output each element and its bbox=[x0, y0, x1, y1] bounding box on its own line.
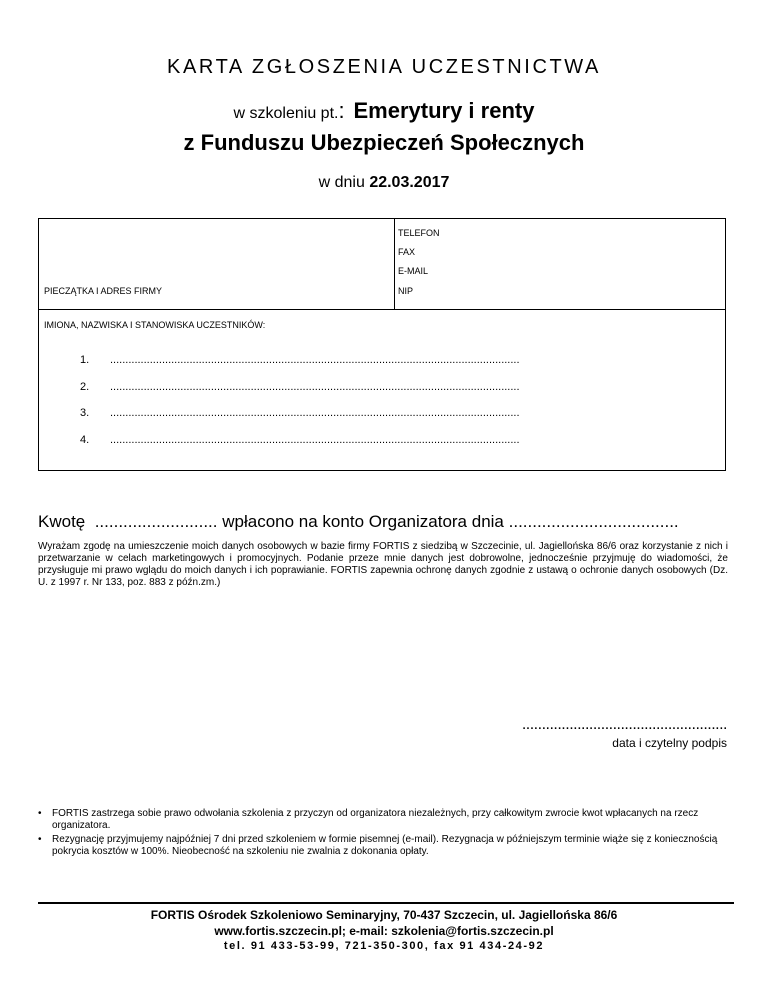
fax-field[interactable]: FAX bbox=[398, 247, 416, 257]
payment-label: Kwotę bbox=[38, 512, 86, 531]
date-prefix: w dniu bbox=[318, 174, 365, 191]
footer-web-email: www.fortis.szczecin.pl; e-mail: szkolenia@fortis.szczecin.pl bbox=[214, 924, 554, 938]
data-consent-text: Wyrażam zgodę na umieszczenie moich danych osobowych w bazie firmy FORTIS z siedzibą w Szczecinie, ul. Jagiellońska 86/6 oraz korzystanie z nich i przetwarzanie w celach marketingowych i promocyjnych. Podanie przeze mnie danych jest dobrowolne, jednocześnie przyjmuję do wiadomości, że przysługuje mi prawo wglądu do moich danych i ich poprawianie. FORTIS zapewnia ochronę danych zgodnie z ustawą o ochronie danych osobowych (Dz. U. z 1997 r. Nr 133, poz. 883 z późn.zm.) bbox=[38, 541, 728, 588]
form-divider-vertical bbox=[394, 218, 395, 310]
nip-field[interactable]: NIP bbox=[398, 286, 414, 296]
training-colon: : bbox=[338, 98, 345, 123]
bullet-icon: • bbox=[38, 834, 42, 845]
list-item bbox=[38, 834, 738, 858]
signature-field[interactable]: .................................................... bbox=[521, 716, 727, 733]
payment-middle-text: wpłacono na konto Organizatora dnia bbox=[222, 512, 504, 531]
bullet-icon: • bbox=[38, 808, 42, 819]
participant-1-field[interactable]: ...................................................................................................................................... bbox=[110, 354, 520, 366]
participant-2-field[interactable]: ...................................................................................................................................... bbox=[110, 381, 520, 393]
payment-amount-field[interactable]: .......................... bbox=[94, 512, 218, 531]
training-title-line1: Emerytury i renty bbox=[353, 98, 535, 123]
payment-line bbox=[38, 512, 679, 532]
email-field[interactable]: E-MAIL bbox=[398, 266, 429, 276]
footer-phones: tel. 91 433-53-99, 721-350-300, fax 91 434-24-92 bbox=[223, 940, 545, 952]
participant-number: 2. bbox=[80, 381, 90, 393]
training-title-line2: z Funduszu Ubezpieczeń Społecznych bbox=[183, 130, 585, 155]
footer-divider bbox=[38, 902, 734, 904]
participant-3-field[interactable]: ...................................................................................................................................... bbox=[110, 407, 520, 419]
participants-label: IMIONA, NAZWISKA I STANOWISKA UCZESTNIKÓW: bbox=[44, 320, 266, 330]
term-text: Rezygnację przyjmujemy najpóźniej 7 dni przed szkoleniem w formie pisemnej (e-mail). Rezygnacja w późniejszym terminie wiąże się z koniecznością pokrycia kosztów w 100%. Nieobecność na szkoleniu nie zwalnia z dokonania opłaty. bbox=[52, 834, 718, 857]
list-item bbox=[38, 808, 738, 832]
signature-label: data i czytelny podpis bbox=[612, 736, 727, 750]
training-date bbox=[0, 174, 768, 192]
term-text: FORTIS zastrzega sobie prawo odwołania szkolenia z przyczyn od organizatora niezależnych, przy całkowitym zwrocie kwot wpłacanych na rzecz organizatora. bbox=[52, 808, 699, 831]
phone-field[interactable]: TELEFON bbox=[398, 228, 440, 238]
participant-number: 4. bbox=[80, 434, 90, 446]
footer-address: FORTIS Ośrodek Szkoleniowo Seminaryjny, 70-437 Szczecin, ul. Jagiellońska 86/6 bbox=[150, 908, 618, 922]
form-title: KARTA ZGŁOSZENIA UCZESTNICTWA bbox=[167, 56, 601, 78]
stamp-address-field[interactable]: PIECZĄTKA I ADRES FIRMY bbox=[44, 286, 163, 296]
form-divider-horizontal bbox=[38, 309, 726, 310]
training-line bbox=[0, 98, 768, 124]
payment-date-field[interactable]: .................................... bbox=[508, 512, 679, 531]
training-prefix: w szkoleniu pt. bbox=[233, 105, 339, 122]
participant-4-field[interactable]: ...................................................................................................................................... bbox=[110, 434, 520, 446]
participant-number: 1. bbox=[80, 354, 90, 366]
terms-list bbox=[38, 808, 738, 860]
date-value: 22.03.2017 bbox=[369, 174, 450, 191]
participant-number: 3. bbox=[80, 407, 90, 419]
